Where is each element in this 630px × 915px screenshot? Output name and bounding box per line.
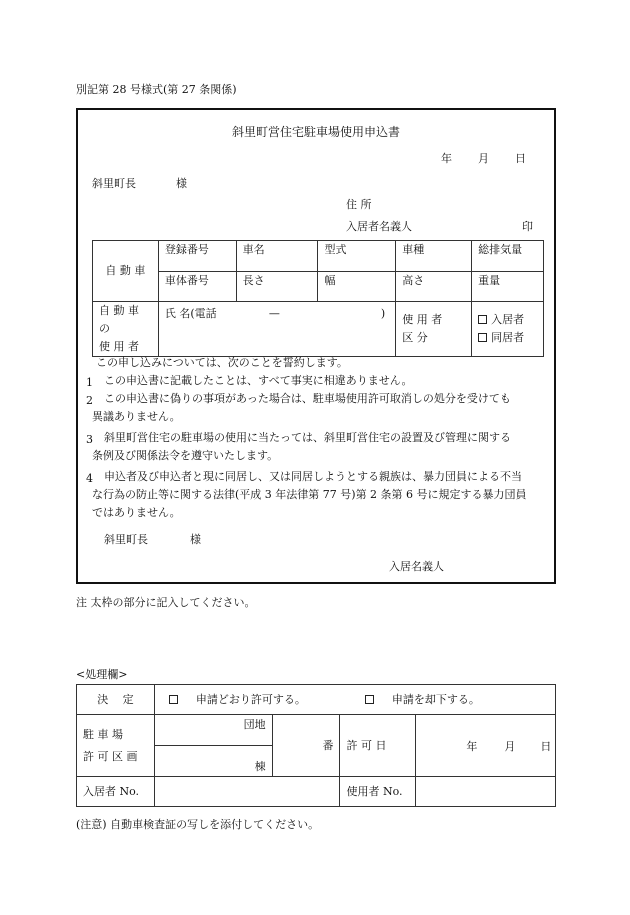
pledge-1-no: 1 — [86, 376, 93, 389]
pledge-resident-label: 入居名義人 — [389, 560, 444, 573]
pledge-3-line2: 条例及び関係法令を遵守いたします。 — [92, 449, 279, 462]
displacement-cell[interactable]: 総排気量 — [472, 241, 544, 272]
form-title: 斜里町営住宅駐車場使用申込書 — [232, 125, 401, 139]
seal-mark: 印 — [522, 220, 533, 233]
pledge-2-no: 2 — [86, 394, 93, 407]
checkbox-icon[interactable] — [478, 315, 487, 324]
permit-year: 年 — [466, 740, 478, 753]
decision-label: 決 定 — [77, 685, 155, 715]
vehicle-table — [92, 240, 544, 357]
lot-label — [77, 715, 155, 777]
option-cohabitant[interactable] — [478, 329, 537, 347]
permit-month: 月 — [504, 740, 516, 753]
tel-dash: — — [268, 307, 280, 320]
reject-option[interactable] — [365, 693, 480, 706]
weight-cell[interactable]: 重量 — [472, 272, 544, 302]
usage-label-line2: 区 分 — [402, 331, 428, 344]
usage-label — [396, 302, 472, 357]
pledge-3-line1: 斜里町営住宅の駐車場の使用に当たっては、斜里町営住宅の設置及び管理に関する — [104, 431, 511, 444]
usage-label-line1: 使 用 者 — [402, 313, 443, 326]
approve-option[interactable] — [169, 693, 306, 706]
form-number: 別記第 28 号様式(第 27 条関係) — [76, 83, 237, 96]
attachment-note: (注意) 自動車検査証の写しを添付してください。 — [76, 818, 320, 831]
checkbox-icon[interactable] — [478, 333, 487, 342]
pledge-intro: この申し込みについては、次のことを誓約します。 — [96, 356, 348, 369]
fill-note: 注 太枠の部分に記入してください。 — [76, 596, 256, 609]
pledge-2-line2: 異議ありません。 — [92, 410, 181, 423]
name-tel-label: 氏 名(電話 — [164, 307, 217, 320]
name-tel-cell[interactable] — [158, 302, 395, 357]
body-no-cell[interactable]: 車体番号 — [158, 272, 236, 302]
checkbox-icon[interactable] — [169, 695, 178, 704]
pledge-4-line2: な行為の防止等に関する法律(平成 3 年法律第 77 号)第 2 条第 6 号に規定する暴力団員 — [92, 488, 527, 501]
pledge-4-line3: ではありません。 — [92, 506, 181, 519]
lot-label-line1: 駐 車 場 — [83, 727, 123, 741]
address-label: 住 所 — [346, 198, 372, 211]
vehicle-user-label — [93, 302, 159, 357]
processing-table — [76, 684, 556, 807]
option-resident-label: 入居者 — [491, 313, 525, 326]
ban-cell[interactable]: 番 — [272, 715, 340, 777]
pledge-addressee: 斜里町長 — [104, 533, 148, 546]
lot-label-line2: 許 可 区 画 — [83, 749, 138, 763]
permit-day: 日 — [540, 740, 552, 753]
processing-title: <処理欄> — [76, 668, 128, 681]
checkbox-icon[interactable] — [365, 695, 374, 704]
vehicle-user-label-line1: 自 動 車 の — [99, 304, 139, 335]
width-cell[interactable]: 幅 — [318, 272, 396, 302]
pledge-2-line1: この申込書に偽りの事項があった場合は、駐車場使用許可取消しの処分を受けても — [104, 392, 511, 405]
user-no-cell[interactable] — [416, 777, 556, 807]
vehicle-label: 自 動 車 — [93, 241, 159, 302]
pledge-4-line1: 申込者及び申込者と現に同居し、又は同居しようとする親族は、暴力団員による不当 — [104, 470, 522, 483]
permit-date-cell[interactable] — [416, 715, 556, 777]
tou-cell[interactable]: 棟 — [154, 746, 272, 777]
date-year: 年 — [441, 152, 452, 165]
addressee: 斜里町長 — [92, 177, 136, 190]
resident-no-cell[interactable] — [154, 777, 340, 807]
danchi-cell[interactable]: 団地 — [154, 715, 272, 746]
option-resident[interactable] — [478, 311, 537, 329]
approve-label: 申請どおり許可する。 — [195, 693, 306, 706]
car-type-cell[interactable]: 車種 — [396, 241, 472, 272]
tel-paren: ) — [380, 307, 386, 320]
reject-label: 申請を却下する。 — [391, 693, 480, 706]
option-cohabitant-label: 同居者 — [491, 331, 525, 344]
reg-no-cell[interactable]: 登録番号 — [158, 241, 236, 272]
date-day: 日 — [515, 152, 526, 165]
addressee-sama: 様 — [176, 177, 187, 190]
date-month: 月 — [478, 152, 489, 165]
usage-options — [472, 302, 544, 357]
pledge-1-line1: この申込書に記載したことは、すべて事実に相違ありません。 — [104, 374, 413, 387]
permit-date-label: 許 可 日 — [340, 715, 416, 777]
pledge-addressee-sama: 様 — [190, 533, 201, 546]
pledge-3-no: 3 — [86, 433, 93, 446]
resident-no-label: 入居者 No. — [77, 777, 155, 807]
decision-cell — [154, 685, 555, 715]
pledge-4-no: 4 — [86, 472, 93, 485]
vehicle-user-label-line2: 使 用 者 — [99, 340, 139, 353]
car-name-cell[interactable]: 車名 — [236, 241, 318, 272]
length-cell[interactable]: 長さ — [236, 272, 318, 302]
height-cell[interactable]: 高さ — [396, 272, 472, 302]
model-cell[interactable]: 型式 — [318, 241, 396, 272]
resident-name-label: 入居者名義人 — [346, 220, 412, 233]
user-no-label: 使用者 No. — [340, 777, 416, 807]
